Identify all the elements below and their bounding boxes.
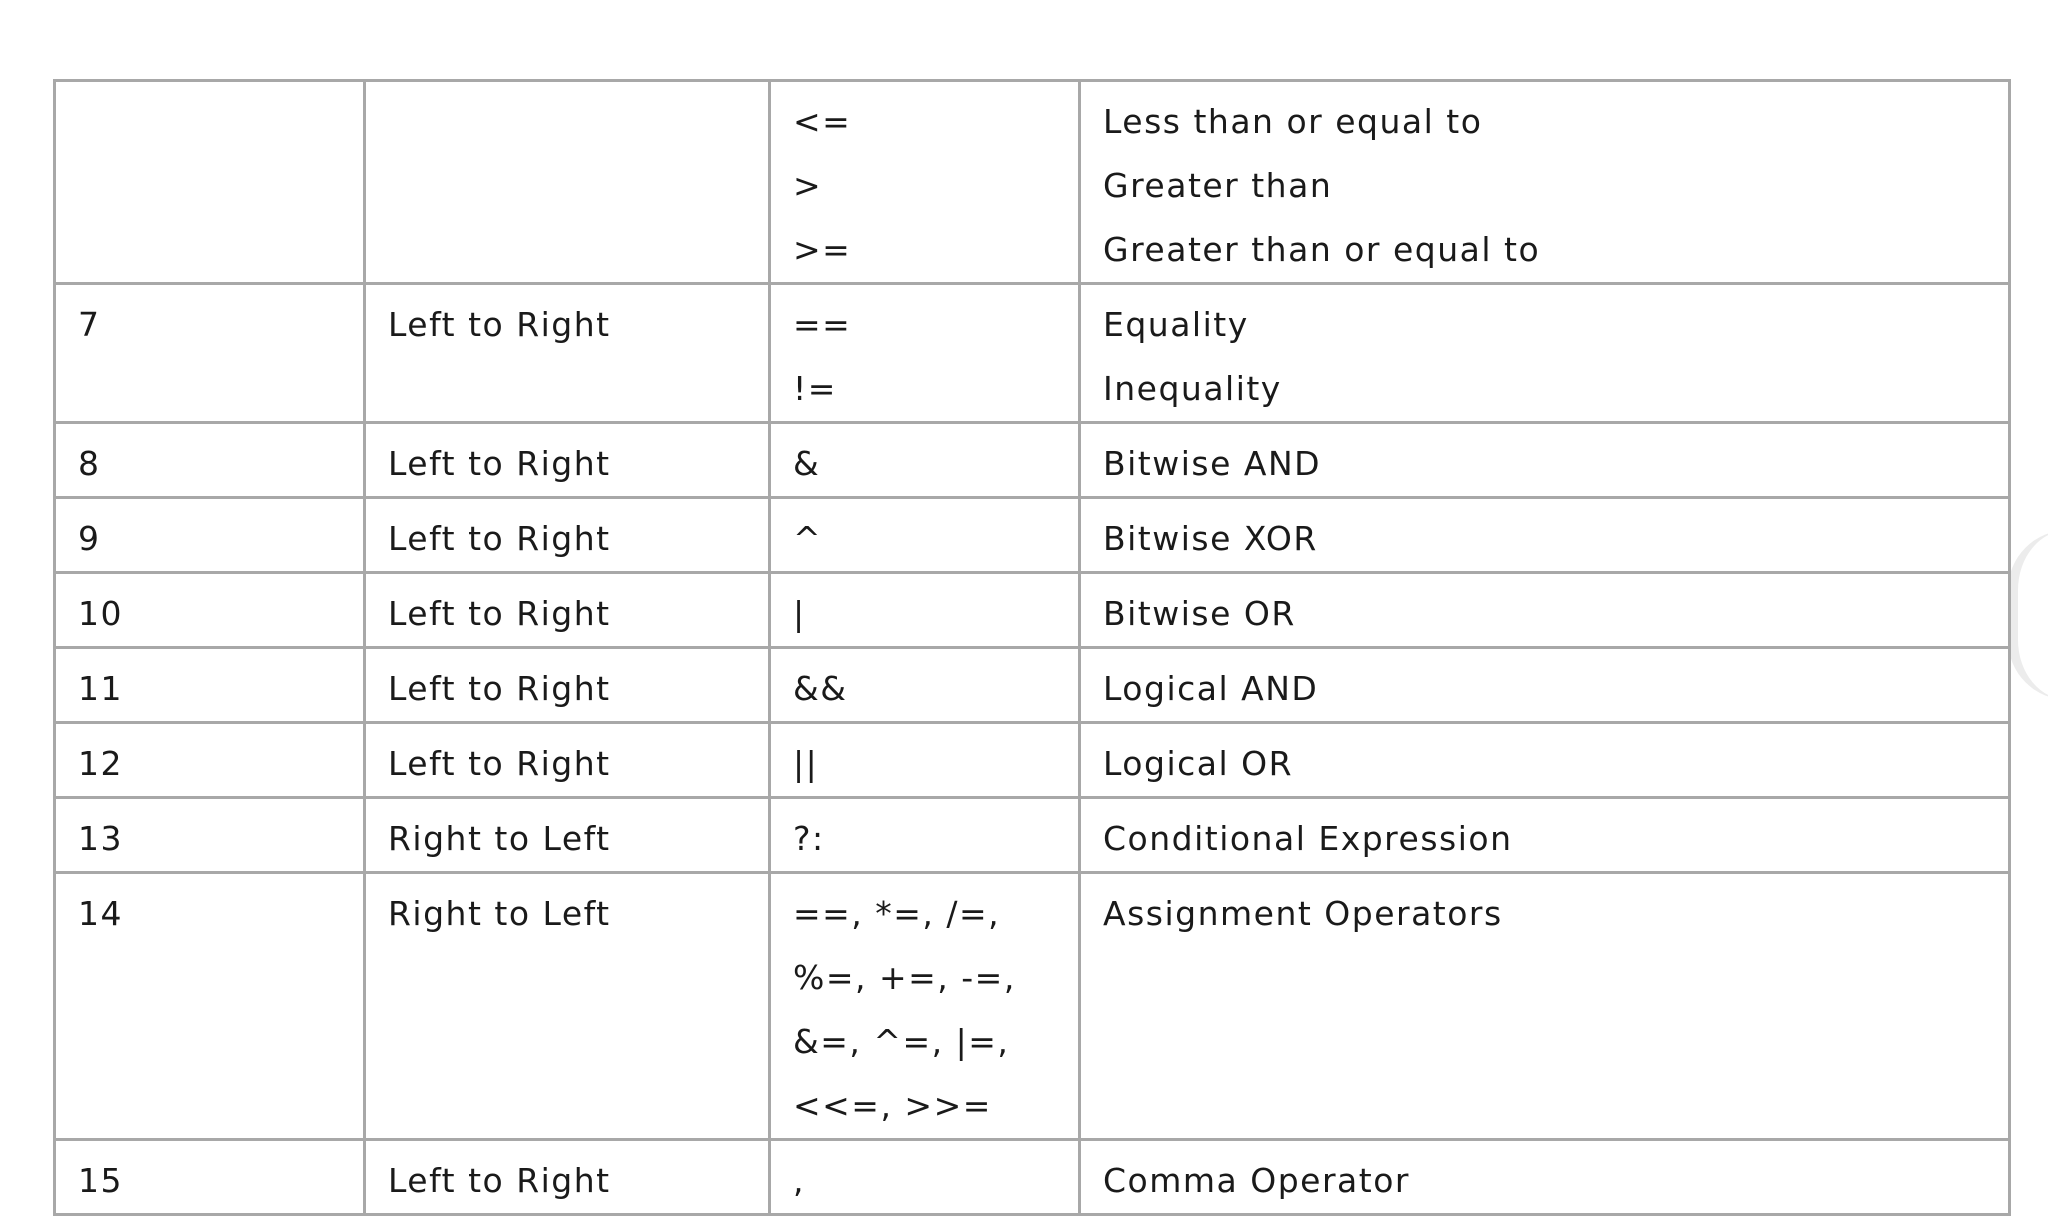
operator-text: == [793,305,852,344]
precedence-cell: 9 [55,498,365,573]
associativity-cell: Left to Right [365,498,770,573]
description-text: Less than or equal to [1103,102,1483,141]
operator-text: ?: [793,819,825,858]
description-text: Greater than [1103,166,1333,205]
description-text: Bitwise XOR [1103,519,1318,558]
description-cell [1080,723,2010,798]
operator-text: & [793,444,821,483]
operator-cell [770,498,1080,573]
precedence-cell: 12 [55,723,365,798]
operator-cell [770,723,1080,798]
operator-text: || [793,744,819,783]
description-cell [1080,573,2010,648]
description-cell [1080,81,2010,284]
precedence-cell: 10 [55,573,365,648]
operator-text: | [793,594,806,633]
description-cell [1080,798,2010,873]
table-row [55,81,2010,284]
operator-text: > [793,166,823,205]
associativity-cell: Left to Right [365,423,770,498]
operator-cell [770,284,1080,423]
operator-text: >= [793,230,852,269]
description-text: Conditional Expression [1103,819,1513,858]
precedence-cell [55,81,365,284]
precedence-cell: 13 [55,798,365,873]
precedence-cell: 14 [55,873,365,1140]
operator-text: != [793,369,837,408]
operator-cell [770,798,1080,873]
operator-precedence-table [53,79,2011,1216]
associativity-cell: Left to Right [365,1140,770,1215]
associativity-cell: Right to Left [365,873,770,1140]
operator-text: ==, *=, /=, [793,894,1001,933]
associativity-cell: Left to Right [365,723,770,798]
precedence-cell: 11 [55,648,365,723]
operator-cell [770,573,1080,648]
description-text: Greater than or equal to [1103,230,1541,269]
operator-text: ^ [793,519,823,558]
associativity-cell: Left to Right [365,648,770,723]
precedence-cell: 8 [55,423,365,498]
table-row [55,798,2010,873]
associativity-cell: Right to Left [365,798,770,873]
associativity-cell: Left to Right [365,573,770,648]
description-cell [1080,498,2010,573]
description-cell [1080,1140,2010,1215]
operator-cell [770,648,1080,723]
precedence-cell: 7 [55,284,365,423]
description-text: Comma Operator [1103,1161,1410,1200]
table-row [55,423,2010,498]
operator-text: <<=, >>= [793,1086,992,1125]
description-cell [1080,873,2010,1140]
operator-cell [770,81,1080,284]
description-text: Bitwise OR [1103,594,1296,633]
description-text: Assignment Operators [1103,894,1503,933]
description-text: Bitwise AND [1103,444,1322,483]
operator-cell [770,423,1080,498]
operator-text: && [793,669,848,708]
description-text: Logical AND [1103,669,1319,708]
operator-text: , [793,1161,805,1200]
operator-text: &=, ^=, |=, [793,1022,1010,1061]
table-row [55,648,2010,723]
table-row [55,498,2010,573]
associativity-cell [365,81,770,284]
description-text: Inequality [1103,369,1282,408]
description-cell [1080,648,2010,723]
operator-cell [770,1140,1080,1215]
table-row [55,1140,2010,1215]
table-row [55,284,2010,423]
associativity-cell: Left to Right [365,284,770,423]
precedence-cell: 15 [55,1140,365,1215]
description-cell [1080,423,2010,498]
decorative-curve [2008,530,2048,700]
table-row [55,873,2010,1140]
description-text: Logical OR [1103,744,1294,783]
operator-cell [770,873,1080,1140]
operator-text: <= [793,102,852,141]
table-row [55,573,2010,648]
description-cell [1080,284,2010,423]
operator-text: %=, +=, -=, [793,958,1016,997]
description-text: Equality [1103,305,1249,344]
table-row [55,723,2010,798]
